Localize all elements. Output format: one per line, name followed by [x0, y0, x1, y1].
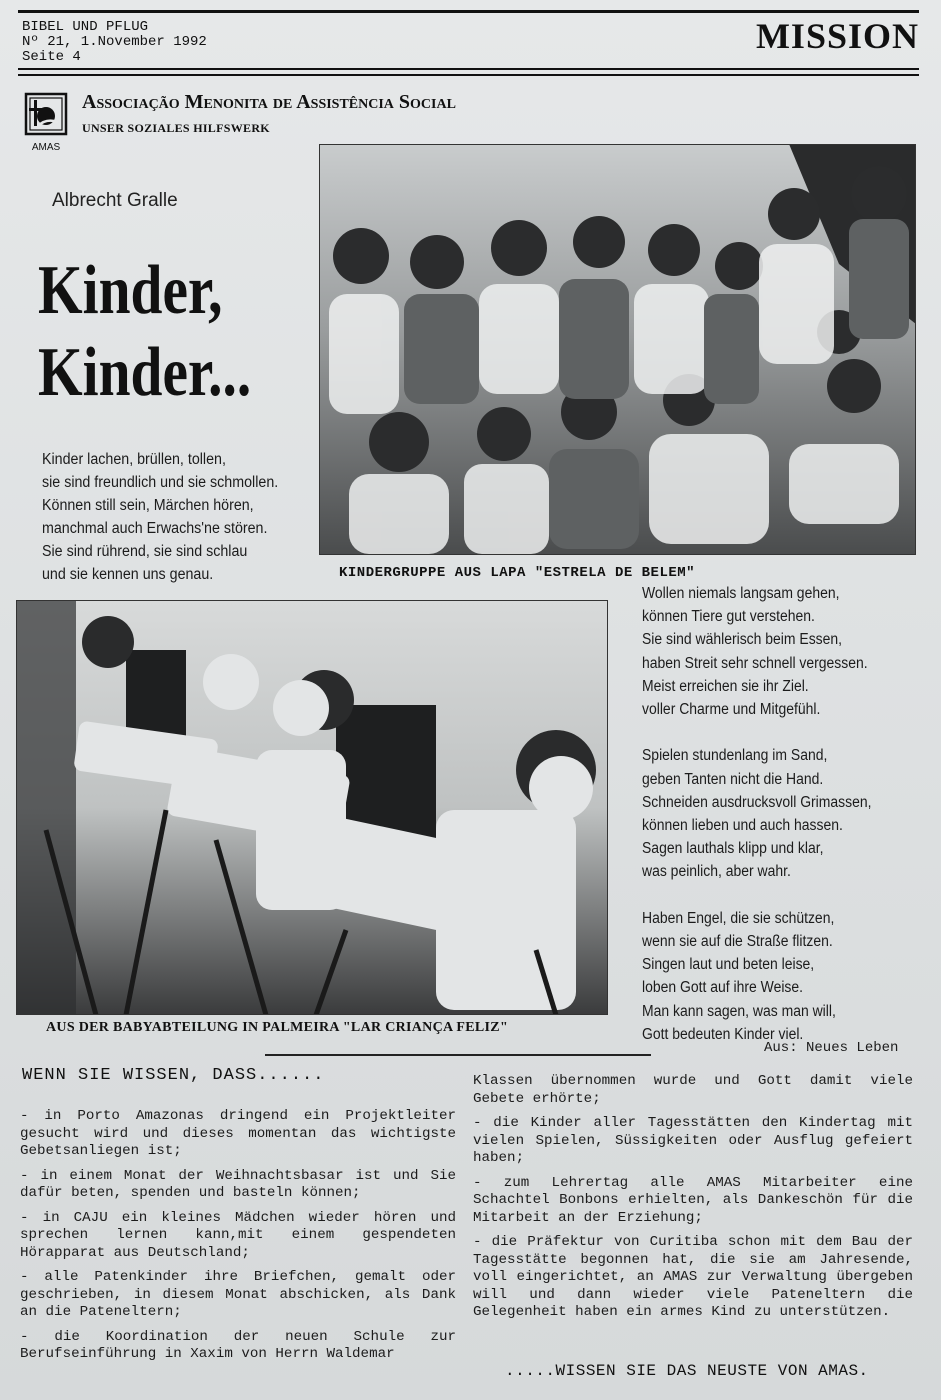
amas-logo-icon — [24, 92, 68, 158]
info-item: - die Präfektur von Curitiba schon mit dem Bau der Tagesstätte begonnen hat, die sie am Jahresende, voll eingerichtet, an AMAS zur Verwaltung übergeben will und dann wieder viele Pateneltern die Gelegenheit haben ein armes Kind zu unterstützen. — [473, 1234, 913, 1320]
headline-line-1: Kinder, — [38, 252, 223, 329]
photo-children-group — [319, 144, 916, 555]
logo-text: AMAS — [31, 142, 61, 153]
section-divider — [265, 1054, 651, 1056]
info-item: - alle Patenkinder ihre Briefchen, gemalt oder geschrieben, in diesem Monat abschicken, als Dank an die Pateneltern; — [20, 1269, 456, 1320]
organization-name: Associação Menonita de Assistência Social — [82, 91, 456, 113]
bleed-through — [400, 28, 409, 66]
info-item: - zum Lehrertag alle AMAS Mitarbeiter eine Schachtel Bonbons erhielten, als Dankeschön für die Mitarbeit an der Erziehung; — [473, 1174, 913, 1226]
info-closing-line: .....WISSEN SIE DAS NEUSTE VON AMAS. — [505, 1362, 869, 1380]
photo-baby-department-caption: AUS DER BABYABTEILUNG IN PALMEIRA "LAR CRIANÇA FELIZ" — [46, 1020, 509, 1035]
masthead-info — [22, 20, 207, 65]
article-author: Albrecht Gralle — [52, 190, 178, 211]
poem-stanza-1: Kinder lachen, brüllen, tollen, sie sind freundlich und sie schmollen. Können still sein, Märchen hören, manchmal auch Erwachs'ne stören. Sie sind rührend, sie sind schlau und sie kennen uns genau. — [42, 451, 279, 583]
headline-line-2: Kinder... — [38, 334, 252, 411]
header-rule-top — [18, 10, 919, 13]
header-rule-2 — [18, 74, 919, 76]
info-item: - die Koordination der neuen Schule zur Berufseinführung in Xaxim von Herrn Waldemar — [20, 1328, 456, 1362]
publication-name: BIBEL UND PFLUG — [22, 19, 149, 35]
photo-children-group-image — [319, 144, 916, 555]
issue-date: Nº 21, 1.November 1992 — [22, 34, 207, 50]
organization-subtitle: UNSER SOZIALES HILFSWERK — [82, 121, 270, 135]
amas-logo — [24, 92, 68, 158]
info-item: - die Kinder aller Tagesstätten den Kindertag mit vielen Spielen, Süssigkeiten oder Ausflug gefeiert haben; — [473, 1115, 913, 1166]
header-rule-1 — [18, 68, 919, 70]
info-item: - in einem Monat der Weihnachtsbasar ist und Sie dafür beten, spenden und basteln können; — [20, 1167, 456, 1201]
info-column-left — [20, 1108, 456, 1371]
photo-baby-department — [16, 600, 608, 1015]
poem-source: Aus: Neues Leben — [764, 1040, 899, 1056]
page-number: Seite 4 — [22, 49, 81, 65]
photo-baby-department-image — [16, 600, 608, 1015]
article-headline — [38, 250, 251, 414]
section-title: MISSION — [755, 16, 919, 56]
info-section-title: WENN SIE WISSEN, DASS...... — [22, 1066, 325, 1085]
info-item: - in Porto Amazonas dringend ein Projektleiter gesucht wird und dieses momentan das wichtigste Gebetsanliegen ist; — [20, 1108, 456, 1159]
info-column-right — [473, 1073, 913, 1329]
poem-stanzas-2-4: Wollen niemals langsam gehen, können Tiere gut verstehen. Sie sind wählerisch beim Essen, haben Streit sehr schnell vergessen. Meist erreichen sie ihr Ziel. voller Charme und Mitgefühl. Spielen stundenlang im Sand, geben Tanten nicht die Hand. Schneiden ausdrucksvoll Grimassen, können lieben und auch hassen. Sagen lauthals klipp und klar, was peinlich, aber wahr. Haben Engel, die sie schützen, wenn sie auf die Straße flitzen. Singen laut und beten leise, loben Gott auf ihre Weise. Man kann sagen, was man will, Gott bedeuten Kinder viel. — [642, 585, 872, 1043]
info-item-continuation: Klassen übernommen wurde und Gott damit viele Gebete erhörte; — [473, 1073, 913, 1107]
info-item: - in CAJU ein kleines Mädchen wieder hören und sprechen lernen kann,mit einem gespendeten Hörapparat aus Deutschland; — [20, 1209, 456, 1261]
photo-children-group-caption: KINDERGRUPPE AUS LAPA "ESTRELA DE BELEM" — [339, 565, 696, 581]
